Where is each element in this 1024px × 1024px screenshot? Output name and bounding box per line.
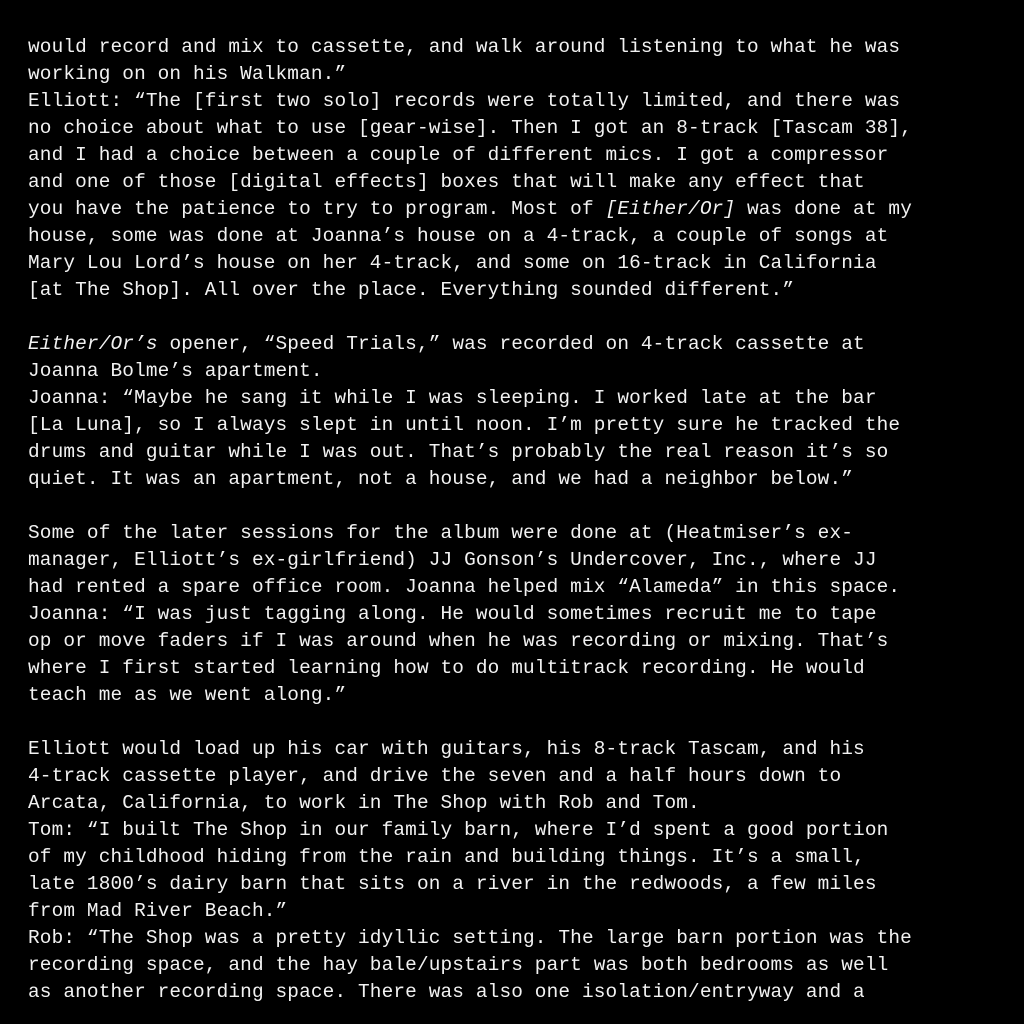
text-line: 4-track cassette player, and drive the seven and a half hours down to: [28, 765, 842, 787]
text-line: [28, 196, 1008, 223]
text-line: late 1800’s dairy barn that sits on a river in the redwoods, a few miles: [28, 873, 877, 895]
album-title-italic: [Either/Or]: [605, 198, 736, 220]
paragraph-2: [28, 331, 1008, 493]
text-line: drums and guitar while I was out. That’s probably the real reason it’s so: [28, 441, 889, 463]
text-segment: opener, “Speed Trials,” was recorded on 4-track cassette at: [157, 333, 865, 355]
text-segment: you have the patience to try to program. Most of: [28, 198, 606, 220]
text-line: as another recording space. There was also one isolation/entryway and a: [28, 981, 865, 1003]
text-segment: was done at my: [735, 198, 912, 220]
text-line: Some of the later sessions for the album were done at (Heatmiser’s ex-: [28, 522, 854, 544]
paragraph-3: [28, 520, 1008, 709]
paragraph-gap: [28, 304, 1008, 331]
text-line: working on on his Walkman.”: [28, 63, 347, 85]
text-line: recording space, and the hay bale/upstairs part was both bedrooms as well: [28, 954, 889, 976]
text-line: quiet. It was an apartment, not a house, and we had a neighbor below.”: [28, 468, 854, 490]
text-line: Joanna: “Maybe he sang it while I was sleeping. I worked late at the bar: [28, 387, 877, 409]
text-line: and one of those [digital effects] boxes that will make any effect that: [28, 171, 865, 193]
text-line: of my childhood hiding from the rain and building things. It’s a small,: [28, 846, 865, 868]
text-line: Elliott would load up his car with guitars, his 8-track Tascam, and his: [28, 738, 865, 760]
text-line: would record and mix to cassette, and walk around listening to what he was: [28, 36, 901, 58]
text-line: Joanna Bolme’s apartment.: [28, 360, 323, 382]
text-line: Elliott: “The [first two solo] records were totally limited, and there was: [28, 90, 901, 112]
text-line: Tom: “I built The Shop in our family barn, where I’d spent a good portion: [28, 819, 889, 841]
text-line: manager, Elliott’s ex-girlfriend) JJ Gonson’s Undercover, Inc., where JJ: [28, 549, 877, 571]
paragraph-gap: [28, 709, 1008, 736]
text-line: [at The Shop]. All over the place. Everything sounded different.”: [28, 279, 795, 301]
document-body: [28, 34, 1008, 1006]
text-line: and I had a choice between a couple of different mics. I got a compressor: [28, 144, 889, 166]
text-line: [28, 331, 1008, 358]
text-line: [La Luna], so I always slept in until noon. I’m pretty sure he tracked the: [28, 414, 901, 436]
paragraph-4: [28, 736, 1008, 1006]
album-title-italic: Either/Or’s: [28, 333, 158, 355]
text-line: had rented a spare office room. Joanna helped mix “Alameda” in this space.: [28, 576, 901, 598]
paragraph-1: [28, 34, 1008, 304]
text-line: Mary Lou Lord’s house on her 4-track, and some on 16-track in California: [28, 252, 877, 274]
text-line: house, some was done at Joanna’s house on a 4-track, a couple of songs at: [28, 225, 889, 247]
text-line: no choice about what to use [gear-wise]. Then I got an 8-track [Tascam 38],: [28, 117, 912, 139]
text-line: Arcata, California, to work in The Shop with Rob and Tom.: [28, 792, 700, 814]
text-line: op or move faders if I was around when he was recording or mixing. That’s: [28, 630, 889, 652]
text-line: from Mad River Beach.”: [28, 900, 288, 922]
text-line: teach me as we went along.”: [28, 684, 347, 706]
text-line: where I first started learning how to do multitrack recording. He would: [28, 657, 865, 679]
text-line: Rob: “The Shop was a pretty idyllic setting. The large barn portion was the: [28, 927, 912, 949]
text-line: Joanna: “I was just tagging along. He would sometimes recruit me to tape: [28, 603, 877, 625]
paragraph-gap: [28, 493, 1008, 520]
